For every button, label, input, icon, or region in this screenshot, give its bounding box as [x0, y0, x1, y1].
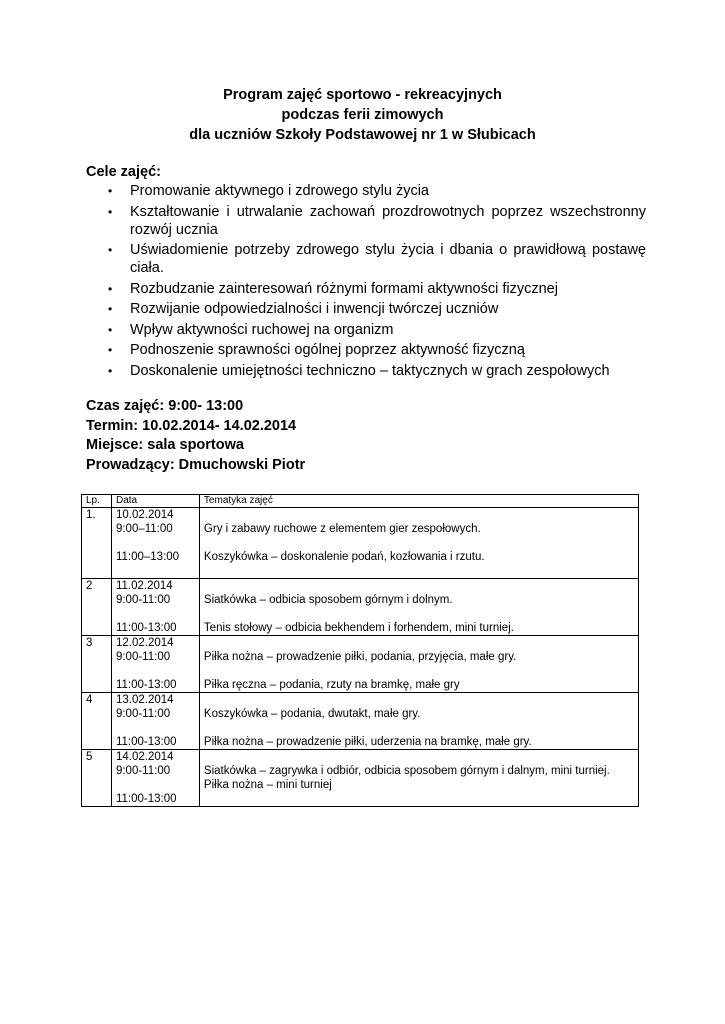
goal-item: • Podnoszenie sprawności ogólnej poprzez aktywność fizyczną	[108, 342, 525, 358]
table-header-row	[82, 495, 639, 508]
goals-list	[106, 182, 646, 382]
bullet-icon: •	[108, 363, 113, 378]
row-topic-cell	[199, 508, 638, 579]
row-date-cell	[111, 636, 199, 693]
info-term: Termin: 10.02.2014- 14.02.2014	[86, 417, 297, 434]
goals-heading: Cele zajęć:	[86, 164, 161, 180]
table-row	[82, 750, 639, 807]
info-block	[86, 397, 305, 475]
row-time-1: 9:00-11:00	[115, 651, 171, 663]
row-topic-2: Koszykówka – doskonalenie podań, kozłowania i rzutu.	[203, 551, 485, 563]
row-time-2: 11:00-13:00	[115, 622, 177, 634]
goal-item: • Rozbudzanie zainteresowań różnymi formami aktywności fizycznej	[108, 280, 558, 297]
schedule-table	[81, 494, 639, 807]
row-topic-2: Piłka ręczna – podania, rzuty na bramkę, małe gry	[203, 679, 460, 691]
row-topic-1: Gry i zabawy ruchowe z elementem gier zespołowych.	[203, 523, 481, 535]
row-lp: 3	[82, 636, 112, 693]
row-date-cell	[111, 750, 199, 807]
row-time-1: 9:00–11:00	[115, 523, 173, 535]
row-topic-2: Tenis stołowy – odbicia bekhendem i forhendem, mini turniej.	[203, 622, 514, 634]
row-time-2: 11:00-13:00	[115, 793, 177, 805]
row-time-2: 11:00-13:00	[115, 679, 177, 691]
row-topic-1: Koszykówka – podania, dwutakt, małe gry.	[203, 708, 421, 720]
row-time-2: 11:00–13:00	[115, 551, 180, 563]
row-date-cell	[111, 579, 199, 636]
goal-item: • Uświadomienie potrzeby zdrowego stylu życia i dbania o prawidłową postawę ciała.	[108, 242, 646, 276]
row-time-1: 9:00-11:00	[115, 594, 171, 606]
row-time-1: 9:00-11:00	[115, 708, 171, 720]
bullet-icon: •	[108, 302, 113, 316]
goal-item: • Rozwijanie odpowiedzialności i inwencji twórczej uczniów	[108, 301, 499, 317]
row-time-2: 11:00-13:00	[115, 736, 177, 748]
row-date: 12.02.2014	[115, 637, 174, 649]
row-lp: 4	[82, 693, 112, 750]
bullet-icon: •	[108, 343, 113, 357]
info-time: Czas zajęć: 9:00- 13:00	[86, 398, 244, 414]
row-topic-1: Siatkówka – zagrywka i odbiór, odbicia sposobem górnym i dalnym, mini turniej.	[203, 765, 610, 777]
row-topic-cell	[199, 693, 638, 750]
goal-item: • Promowanie aktywnego i zdrowego stylu życia	[108, 183, 429, 199]
row-lp: 1.	[82, 508, 112, 579]
bullet-icon: •	[108, 204, 113, 219]
goal-item: • Doskonalenie umiejętności techniczno – taktycznych w grach zespołowych	[108, 362, 610, 379]
info-leader: Prowadzący: Dmuchowski Piotr	[86, 456, 306, 473]
header-topic: Tematyka zajęć	[199, 495, 638, 508]
row-time-1: 9:00-11:00	[115, 765, 171, 777]
row-topic-cell	[199, 750, 638, 807]
table-row	[82, 579, 639, 636]
row-topic-1: Siatkówka – odbicia sposobem górnym i dolnym.	[203, 594, 453, 606]
row-date: 11.02.2014	[115, 580, 173, 592]
table-row	[82, 693, 639, 750]
table-row	[82, 508, 639, 579]
bullet-icon: •	[108, 322, 113, 337]
goal-item: • Wpływ aktywności ruchowej na organizm	[108, 321, 394, 338]
row-topic-cell	[199, 636, 638, 693]
bullet-icon: •	[108, 281, 113, 296]
row-date: 14.02.2014	[115, 751, 174, 763]
row-topic-2: Piłka nożna – prowadzenie piłki, uderzenia na bramkę, małe gry.	[203, 736, 532, 748]
bullet-icon: •	[108, 243, 113, 257]
row-lp: 2	[82, 579, 112, 636]
row-date: 10.02.2014	[115, 509, 174, 521]
header-lp: Lp.	[82, 495, 112, 508]
document-subtitle-school: dla uczniów Szkoły Podstawowej nr 1 w Słubicach	[189, 127, 536, 143]
table-row	[82, 636, 639, 693]
header-date: Data	[111, 495, 199, 508]
goal-item: • Kształtowanie i utrwalanie zachowań prozdrowotnych poprzez wszechstronny rozwój ucznia	[108, 203, 646, 238]
bullet-icon: •	[108, 184, 113, 198]
row-date-cell	[111, 693, 199, 750]
document-title: Program zajęć sportowo - rekreacyjnych	[223, 87, 502, 103]
row-topic-cell	[199, 579, 638, 636]
info-place: Miejsce: sala sportowa	[86, 437, 244, 453]
row-date: 13.02.2014	[115, 694, 174, 706]
row-topic-1: Piłka nożna – prowadzenie piłki, podania, przyjęcia, małe gry.	[203, 651, 517, 663]
row-lp: 5	[82, 750, 112, 807]
row-topic-2: Piłka nożna – mini turniej	[203, 779, 332, 791]
document-subtitle: podczas ferii zimowych	[281, 107, 444, 123]
row-date-cell	[111, 508, 199, 579]
